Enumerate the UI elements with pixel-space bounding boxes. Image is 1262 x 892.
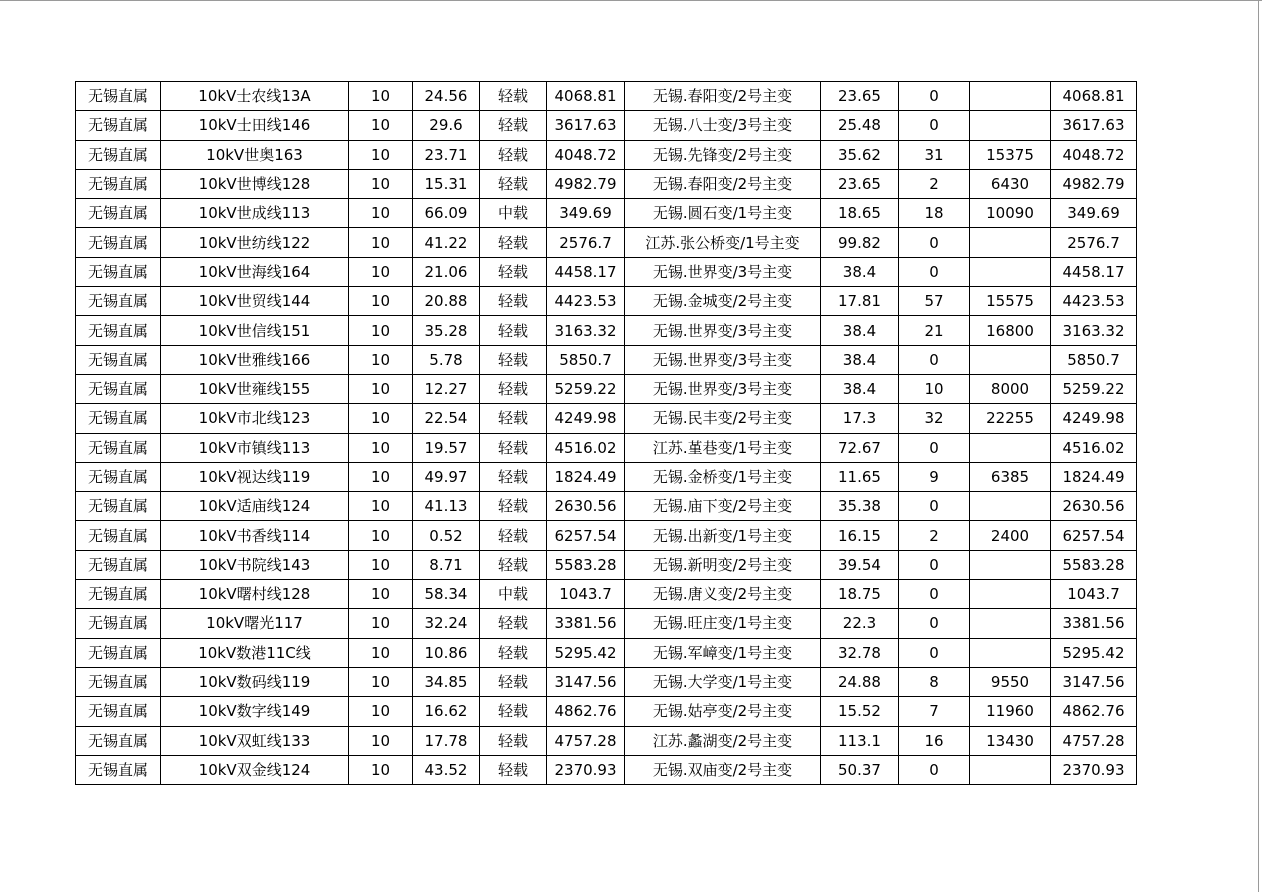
transformer-load-cell: 18.65: [821, 199, 899, 228]
feeder-name-cell: 10kV世贸线144: [161, 287, 349, 316]
feeder-name-cell: 10kV世雍线155: [161, 374, 349, 403]
table-body: [76, 82, 1137, 785]
voltage-cell: 10: [349, 755, 413, 784]
transformer-load-cell: 113.1: [821, 726, 899, 755]
available-capacity-cell: 5259.22: [547, 374, 625, 403]
user-count-cell: 0: [899, 580, 970, 609]
table-row: [76, 82, 1137, 111]
user-count-cell: 0: [899, 257, 970, 286]
transformer-cell: 无锡.先锋变/2号主变: [625, 140, 821, 169]
transformer-load-cell: 17.3: [821, 404, 899, 433]
available-capacity-cell: 1043.7: [547, 580, 625, 609]
table-row: [76, 316, 1137, 345]
company-cell: 无锡直属: [76, 111, 161, 140]
transformer-load-cell: 22.3: [821, 609, 899, 638]
company-cell: 无锡直属: [76, 199, 161, 228]
table-row: [76, 667, 1137, 696]
available-capacity-cell: 1824.49: [547, 462, 625, 491]
feeder-name-cell: 10kV数码线119: [161, 667, 349, 696]
page-right-border: [1258, 0, 1259, 892]
remaining-capacity-cell: 4249.98: [1051, 404, 1137, 433]
user-count-cell: 0: [899, 82, 970, 111]
table-row: [76, 199, 1137, 228]
user-count-cell: 8: [899, 667, 970, 696]
table-row: [76, 550, 1137, 579]
feeder-name-cell: 10kV世博线128: [161, 169, 349, 198]
available-capacity-cell: 6257.54: [547, 521, 625, 550]
load-status-cell: 轻载: [480, 140, 547, 169]
load-rate-cell: 19.57: [413, 433, 480, 462]
voltage-cell: 10: [349, 667, 413, 696]
user-capacity-cell: 11960: [970, 697, 1051, 726]
company-cell: 无锡直属: [76, 287, 161, 316]
voltage-cell: 10: [349, 492, 413, 521]
company-cell: 无锡直属: [76, 667, 161, 696]
load-status-cell: 轻载: [480, 169, 547, 198]
load-status-cell: 中载: [480, 199, 547, 228]
load-status-cell: 轻载: [480, 257, 547, 286]
available-capacity-cell: 4048.72: [547, 140, 625, 169]
load-rate-cell: 0.52: [413, 521, 480, 550]
feeder-name-cell: 10kV士田线146: [161, 111, 349, 140]
table-row: [76, 287, 1137, 316]
user-count-cell: 0: [899, 111, 970, 140]
load-status-cell: 中载: [480, 580, 547, 609]
available-capacity-cell: 3163.32: [547, 316, 625, 345]
transformer-load-cell: 16.15: [821, 521, 899, 550]
available-capacity-cell: 4249.98: [547, 404, 625, 433]
available-capacity-cell: 4068.81: [547, 82, 625, 111]
transformer-cell: 无锡.金城变/2号主变: [625, 287, 821, 316]
table-row: [76, 111, 1137, 140]
load-status-cell: 轻载: [480, 228, 547, 257]
voltage-cell: 10: [349, 287, 413, 316]
voltage-cell: 10: [349, 726, 413, 755]
company-cell: 无锡直属: [76, 697, 161, 726]
table-row: [76, 521, 1137, 550]
voltage-cell: 10: [349, 82, 413, 111]
table-row: [76, 609, 1137, 638]
remaining-capacity-cell: 4458.17: [1051, 257, 1137, 286]
voltage-cell: 10: [349, 140, 413, 169]
company-cell: 无锡直属: [76, 521, 161, 550]
transformer-load-cell: 72.67: [821, 433, 899, 462]
user-count-cell: 0: [899, 638, 970, 667]
available-capacity-cell: 4982.79: [547, 169, 625, 198]
feeder-name-cell: 10kV士农线13A: [161, 82, 349, 111]
user-capacity-cell: 10090: [970, 199, 1051, 228]
load-status-cell: 轻载: [480, 287, 547, 316]
transformer-cell: 无锡.春阳变/2号主变: [625, 82, 821, 111]
feeder-name-cell: 10kV世奥163: [161, 140, 349, 169]
company-cell: 无锡直属: [76, 462, 161, 491]
remaining-capacity-cell: 3163.32: [1051, 316, 1137, 345]
voltage-cell: 10: [349, 697, 413, 726]
remaining-capacity-cell: 5850.7: [1051, 345, 1137, 374]
user-count-cell: 2: [899, 169, 970, 198]
voltage-cell: 10: [349, 257, 413, 286]
transformer-load-cell: 11.65: [821, 462, 899, 491]
user-count-cell: 10: [899, 374, 970, 403]
transformer-cell: 无锡.旺庄变/1号主变: [625, 609, 821, 638]
voltage-cell: 10: [349, 316, 413, 345]
remaining-capacity-cell: 4982.79: [1051, 169, 1137, 198]
voltage-cell: 10: [349, 345, 413, 374]
available-capacity-cell: 2370.93: [547, 755, 625, 784]
table-row: [76, 492, 1137, 521]
feeder-load-table: [75, 81, 1137, 785]
transformer-cell: 无锡.圆石变/1号主变: [625, 199, 821, 228]
feeder-name-cell: 10kV书香线114: [161, 521, 349, 550]
available-capacity-cell: 3381.56: [547, 609, 625, 638]
user-count-cell: 2: [899, 521, 970, 550]
transformer-load-cell: 23.65: [821, 82, 899, 111]
transformer-load-cell: 35.38: [821, 492, 899, 521]
available-capacity-cell: 3617.63: [547, 111, 625, 140]
transformer-cell: 无锡.新明变/2号主变: [625, 550, 821, 579]
table-row: [76, 462, 1137, 491]
load-status-cell: 轻载: [480, 316, 547, 345]
transformer-cell: 无锡.姑亭变/2号主变: [625, 697, 821, 726]
load-rate-cell: 22.54: [413, 404, 480, 433]
load-rate-cell: 32.24: [413, 609, 480, 638]
load-rate-cell: 41.13: [413, 492, 480, 521]
transformer-load-cell: 50.37: [821, 755, 899, 784]
available-capacity-cell: 5583.28: [547, 550, 625, 579]
user-count-cell: 57: [899, 287, 970, 316]
available-capacity-cell: 4757.28: [547, 726, 625, 755]
transformer-cell: 无锡.世界变/3号主变: [625, 374, 821, 403]
load-status-cell: 轻载: [480, 374, 547, 403]
user-count-cell: 0: [899, 228, 970, 257]
user-capacity-cell: 6430: [970, 169, 1051, 198]
load-status-cell: 轻载: [480, 433, 547, 462]
load-rate-cell: 8.71: [413, 550, 480, 579]
transformer-cell: 无锡.大学变/1号主变: [625, 667, 821, 696]
feeder-name-cell: 10kV市北线123: [161, 404, 349, 433]
transformer-cell: 无锡.春阳变/2号主变: [625, 169, 821, 198]
transformer-load-cell: 25.48: [821, 111, 899, 140]
user-count-cell: 7: [899, 697, 970, 726]
transformer-cell: 无锡.世界变/3号主变: [625, 316, 821, 345]
user-capacity-cell: [970, 550, 1051, 579]
user-count-cell: 31: [899, 140, 970, 169]
load-rate-cell: 34.85: [413, 667, 480, 696]
voltage-cell: 10: [349, 433, 413, 462]
remaining-capacity-cell: 4757.28: [1051, 726, 1137, 755]
load-status-cell: 轻载: [480, 667, 547, 696]
available-capacity-cell: 2576.7: [547, 228, 625, 257]
voltage-cell: 10: [349, 638, 413, 667]
user-capacity-cell: 8000: [970, 374, 1051, 403]
table-row: [76, 697, 1137, 726]
remaining-capacity-cell: 2370.93: [1051, 755, 1137, 784]
voltage-cell: 10: [349, 462, 413, 491]
load-status-cell: 轻载: [480, 726, 547, 755]
user-capacity-cell: [970, 228, 1051, 257]
load-status-cell: 轻载: [480, 755, 547, 784]
feeder-name-cell: 10kV世海线164: [161, 257, 349, 286]
load-rate-cell: 23.71: [413, 140, 480, 169]
available-capacity-cell: 4458.17: [547, 257, 625, 286]
remaining-capacity-cell: 4862.76: [1051, 697, 1137, 726]
feeder-name-cell: 10kV数字线149: [161, 697, 349, 726]
transformer-load-cell: 35.62: [821, 140, 899, 169]
user-capacity-cell: 22255: [970, 404, 1051, 433]
load-rate-cell: 15.31: [413, 169, 480, 198]
voltage-cell: 10: [349, 111, 413, 140]
load-status-cell: 轻载: [480, 111, 547, 140]
transformer-cell: 无锡.世界变/3号主变: [625, 257, 821, 286]
company-cell: 无锡直属: [76, 755, 161, 784]
user-capacity-cell: 16800: [970, 316, 1051, 345]
user-capacity-cell: [970, 638, 1051, 667]
voltage-cell: 10: [349, 550, 413, 579]
load-rate-cell: 41.22: [413, 228, 480, 257]
table-row: [76, 169, 1137, 198]
table-row: [76, 404, 1137, 433]
user-capacity-cell: 9550: [970, 667, 1051, 696]
available-capacity-cell: 5295.42: [547, 638, 625, 667]
remaining-capacity-cell: 3381.56: [1051, 609, 1137, 638]
transformer-load-cell: 17.81: [821, 287, 899, 316]
user-capacity-cell: [970, 492, 1051, 521]
remaining-capacity-cell: 3617.63: [1051, 111, 1137, 140]
user-capacity-cell: 15575: [970, 287, 1051, 316]
load-rate-cell: 29.6: [413, 111, 480, 140]
feeder-name-cell: 10kV曙村线128: [161, 580, 349, 609]
transformer-cell: 无锡.民丰变/2号主变: [625, 404, 821, 433]
feeder-name-cell: 10kV世雅线166: [161, 345, 349, 374]
company-cell: 无锡直属: [76, 404, 161, 433]
feeder-name-cell: 10kV视达线119: [161, 462, 349, 491]
company-cell: 无锡直属: [76, 726, 161, 755]
user-count-cell: 0: [899, 492, 970, 521]
user-count-cell: 0: [899, 550, 970, 579]
remaining-capacity-cell: 6257.54: [1051, 521, 1137, 550]
load-rate-cell: 10.86: [413, 638, 480, 667]
company-cell: 无锡直属: [76, 374, 161, 403]
load-rate-cell: 12.27: [413, 374, 480, 403]
voltage-cell: 10: [349, 609, 413, 638]
transformer-load-cell: 32.78: [821, 638, 899, 667]
table-row: [76, 755, 1137, 784]
remaining-capacity-cell: 349.69: [1051, 199, 1137, 228]
feeder-name-cell: 10kV双虹线133: [161, 726, 349, 755]
available-capacity-cell: 3147.56: [547, 667, 625, 696]
company-cell: 无锡直属: [76, 580, 161, 609]
user-count-cell: 0: [899, 755, 970, 784]
table-row: [76, 140, 1137, 169]
company-cell: 无锡直属: [76, 345, 161, 374]
user-capacity-cell: [970, 433, 1051, 462]
company-cell: 无锡直属: [76, 638, 161, 667]
voltage-cell: 10: [349, 404, 413, 433]
remaining-capacity-cell: 4068.81: [1051, 82, 1137, 111]
load-rate-cell: 58.34: [413, 580, 480, 609]
transformer-load-cell: 99.82: [821, 228, 899, 257]
load-status-cell: 轻载: [480, 82, 547, 111]
user-capacity-cell: 15375: [970, 140, 1051, 169]
user-count-cell: 16: [899, 726, 970, 755]
load-status-cell: 轻载: [480, 638, 547, 667]
available-capacity-cell: 349.69: [547, 199, 625, 228]
load-rate-cell: 35.28: [413, 316, 480, 345]
feeder-name-cell: 10kV世成线113: [161, 199, 349, 228]
load-status-cell: 轻载: [480, 492, 547, 521]
user-count-cell: 0: [899, 609, 970, 638]
transformer-cell: 江苏.张公桥变/1号主变: [625, 228, 821, 257]
transformer-load-cell: 38.4: [821, 345, 899, 374]
table-row: [76, 726, 1137, 755]
voltage-cell: 10: [349, 374, 413, 403]
user-capacity-cell: 13430: [970, 726, 1051, 755]
company-cell: 无锡直属: [76, 257, 161, 286]
table-row: [76, 374, 1137, 403]
load-rate-cell: 5.78: [413, 345, 480, 374]
transformer-cell: 无锡.世界变/3号主变: [625, 345, 821, 374]
feeder-name-cell: 10kV双金线124: [161, 755, 349, 784]
user-capacity-cell: [970, 609, 1051, 638]
transformer-load-cell: 38.4: [821, 374, 899, 403]
load-status-cell: 轻载: [480, 697, 547, 726]
load-status-cell: 轻载: [480, 345, 547, 374]
table-row: [76, 433, 1137, 462]
company-cell: 无锡直属: [76, 82, 161, 111]
company-cell: 无锡直属: [76, 228, 161, 257]
table-row: [76, 638, 1137, 667]
user-capacity-cell: 2400: [970, 521, 1051, 550]
feeder-name-cell: 10kV世纺线122: [161, 228, 349, 257]
user-count-cell: 21: [899, 316, 970, 345]
remaining-capacity-cell: 3147.56: [1051, 667, 1137, 696]
transformer-cell: 江苏.堇巷变/1号主变: [625, 433, 821, 462]
user-capacity-cell: [970, 580, 1051, 609]
table-row: [76, 228, 1137, 257]
user-count-cell: 32: [899, 404, 970, 433]
load-status-cell: 轻载: [480, 609, 547, 638]
user-capacity-cell: [970, 755, 1051, 784]
load-status-cell: 轻载: [480, 521, 547, 550]
feeder-name-cell: 10kV数港11C线: [161, 638, 349, 667]
voltage-cell: 10: [349, 521, 413, 550]
transformer-load-cell: 38.4: [821, 257, 899, 286]
remaining-capacity-cell: 5259.22: [1051, 374, 1137, 403]
load-status-cell: 轻载: [480, 550, 547, 579]
company-cell: 无锡直属: [76, 550, 161, 579]
remaining-capacity-cell: 2576.7: [1051, 228, 1137, 257]
available-capacity-cell: 4862.76: [547, 697, 625, 726]
load-rate-cell: 16.62: [413, 697, 480, 726]
user-count-cell: 0: [899, 345, 970, 374]
transformer-cell: 无锡.双庙变/2号主变: [625, 755, 821, 784]
transformer-cell: 无锡.军嶂变/1号主变: [625, 638, 821, 667]
transformer-load-cell: 23.65: [821, 169, 899, 198]
table-row: [76, 257, 1137, 286]
load-rate-cell: 20.88: [413, 287, 480, 316]
feeder-name-cell: 10kV世信线151: [161, 316, 349, 345]
transformer-cell: 无锡.唐义变/2号主变: [625, 580, 821, 609]
remaining-capacity-cell: 4423.53: [1051, 287, 1137, 316]
transformer-cell: 无锡.金桥变/1号主变: [625, 462, 821, 491]
voltage-cell: 10: [349, 169, 413, 198]
remaining-capacity-cell: 4516.02: [1051, 433, 1137, 462]
transformer-cell: 江苏.蠡湖变/2号主变: [625, 726, 821, 755]
user-count-cell: 0: [899, 433, 970, 462]
load-rate-cell: 66.09: [413, 199, 480, 228]
load-rate-cell: 24.56: [413, 82, 480, 111]
load-rate-cell: 21.06: [413, 257, 480, 286]
remaining-capacity-cell: 2630.56: [1051, 492, 1137, 521]
user-capacity-cell: [970, 257, 1051, 286]
company-cell: 无锡直属: [76, 169, 161, 198]
company-cell: 无锡直属: [76, 492, 161, 521]
user-capacity-cell: [970, 111, 1051, 140]
load-rate-cell: 49.97: [413, 462, 480, 491]
transformer-load-cell: 38.4: [821, 316, 899, 345]
company-cell: 无锡直属: [76, 609, 161, 638]
user-capacity-cell: 6385: [970, 462, 1051, 491]
remaining-capacity-cell: 5583.28: [1051, 550, 1137, 579]
company-cell: 无锡直属: [76, 433, 161, 462]
transformer-cell: 无锡.八士变/3号主变: [625, 111, 821, 140]
company-cell: 无锡直属: [76, 140, 161, 169]
available-capacity-cell: 2630.56: [547, 492, 625, 521]
user-capacity-cell: [970, 345, 1051, 374]
transformer-load-cell: 18.75: [821, 580, 899, 609]
remaining-capacity-cell: 1824.49: [1051, 462, 1137, 491]
page-top-border: [0, 0, 1262, 1]
user-capacity-cell: [970, 82, 1051, 111]
load-status-cell: 轻载: [480, 404, 547, 433]
feeder-name-cell: 10kV曙光117: [161, 609, 349, 638]
transformer-load-cell: 15.52: [821, 697, 899, 726]
remaining-capacity-cell: 4048.72: [1051, 140, 1137, 169]
available-capacity-cell: 5850.7: [547, 345, 625, 374]
transformer-load-cell: 39.54: [821, 550, 899, 579]
user-count-cell: 18: [899, 199, 970, 228]
load-status-cell: 轻载: [480, 462, 547, 491]
feeder-name-cell: 10kV书院线143: [161, 550, 349, 579]
company-cell: 无锡直属: [76, 316, 161, 345]
transformer-cell: 无锡.庙下变/2号主变: [625, 492, 821, 521]
voltage-cell: 10: [349, 199, 413, 228]
voltage-cell: 10: [349, 580, 413, 609]
available-capacity-cell: 4423.53: [547, 287, 625, 316]
voltage-cell: 10: [349, 228, 413, 257]
feeder-name-cell: 10kV适庙线124: [161, 492, 349, 521]
load-rate-cell: 43.52: [413, 755, 480, 784]
remaining-capacity-cell: 5295.42: [1051, 638, 1137, 667]
transformer-cell: 无锡.出新变/1号主变: [625, 521, 821, 550]
table-row: [76, 345, 1137, 374]
table-row: [76, 580, 1137, 609]
feeder-name-cell: 10kV市镇线113: [161, 433, 349, 462]
remaining-capacity-cell: 1043.7: [1051, 580, 1137, 609]
user-count-cell: 9: [899, 462, 970, 491]
available-capacity-cell: 4516.02: [547, 433, 625, 462]
load-rate-cell: 17.78: [413, 726, 480, 755]
transformer-load-cell: 24.88: [821, 667, 899, 696]
